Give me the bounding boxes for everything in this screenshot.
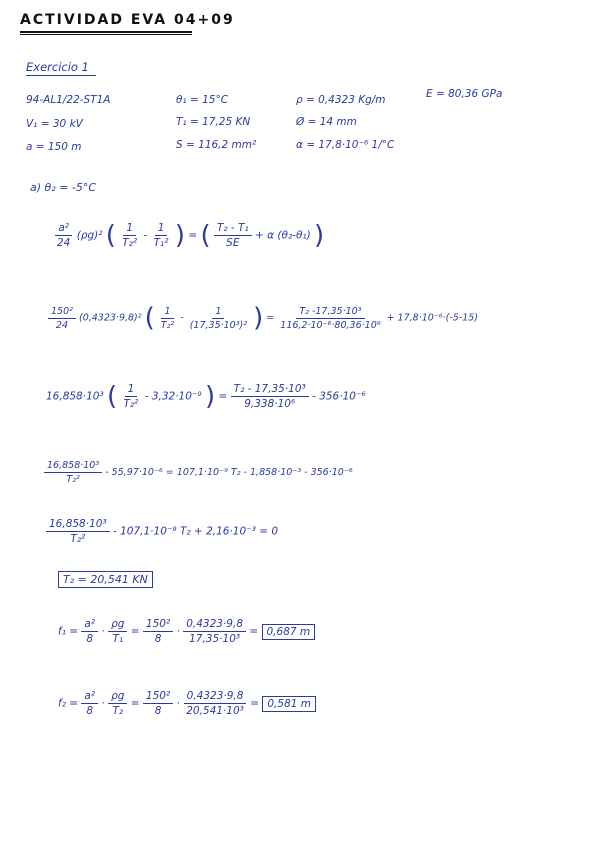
eq7-a-fraction [81,690,98,717]
eq3-rhs-den: 9,338·10⁶ [244,398,296,410]
eq5-fraction [46,518,110,545]
eq6-v-fraction [143,618,173,645]
eq4-den: T₂² [66,474,80,485]
open-paren: ( [144,303,155,333]
eq7-p-fraction [108,690,127,717]
eq7-v-den: 8 [154,705,162,717]
multiply-sign: · [101,697,105,710]
equals-sign: = [249,625,259,638]
open-paren: ( [200,220,211,251]
span-value: a = 150 m [26,141,82,153]
equation-6 [58,618,315,645]
close-paren: ) [205,381,216,412]
open-paren: ( [107,381,118,412]
eq5-den: T₂² [70,533,86,545]
eq4-rest: - 55,97·10⁻⁶ = 107,1·10⁻⁹ T₂ - 1,858·10⁻³ - 356·10⁻⁶ [105,467,353,478]
eq1-rhs-fraction [214,222,252,249]
title-underline-second [20,34,192,35]
eq1-rhs-tail: + α (θ₂-θ₁) [255,229,311,242]
alpha-value: α = 17,8·10⁻⁶ 1/°C [296,139,395,151]
eq1-t2-num: 1 [123,222,136,236]
t1-value: T₁ = 17,25 KN [176,116,251,128]
eq2-lhs-mid: (0,4323·9,8)² [78,312,142,324]
equation-7 [58,690,316,717]
eq2-rhs-fraction [277,306,383,331]
equals-sign: = [130,697,140,710]
rho-value: ρ = 0,4323 Kg/m [296,94,386,106]
eq6-w-fraction [183,618,246,645]
eq6-a-den: 8 [86,633,94,645]
eq6-v-num: 150² [143,618,173,632]
eq3-rhs-num: T₂ - 17,35·10³ [231,383,309,397]
diameter-value: Ø = 14 mm [296,116,357,128]
exercise-title-underline [26,75,96,76]
equals-sign: = [250,697,260,710]
result-f2: 0,581 m [262,696,316,712]
eq3-inner-tail: - 3,32·10⁻⁹ [144,390,202,403]
eq2-rhs-num: T₂ -17,35·10³ [296,306,364,319]
eq7-w-num: 0,4323·9,8 [184,690,247,704]
theta1-value: θ₁ = 15°C [176,94,229,106]
minus-sign: - [143,229,148,242]
eq2-t2-num: 1 [161,306,173,319]
eq7-p-num: ρg [108,690,127,704]
eq5-rest: - 107,1·10⁻⁹ T₂ + 2,16·10⁻³ = 0 [113,525,279,538]
eq1-t1-fraction [151,222,172,249]
eq1-t1-den: T₁² [153,237,169,249]
result-t2-box [58,573,153,586]
eq2-rhs-den: 116,2·10⁻⁶·80,36·10⁹ [280,319,381,331]
multiply-sign: · [176,625,180,638]
eq2-rhs-tail: + 17,8·10⁻⁶·(-5-15) [386,312,479,324]
equation-1 [54,222,324,249]
eq7-a-den: 8 [86,705,94,717]
eq5-num: 16,858·10³ [46,518,110,532]
eq7-p-den: T₂ [112,705,124,717]
eq1-lhs-num: a² [55,222,72,236]
eq3-coef: 16,858·10³ [46,390,104,403]
eq2-t1-den: (17,35·10³)² [189,319,248,331]
eq2-lhs-den: 24 [55,319,69,331]
eq6-p-den: T₁ [112,633,124,645]
close-paren: ) [314,220,325,251]
page-title: ACTIVIDAD EVA 04+09 [20,12,235,28]
open-paren: ( [105,220,116,251]
eq1-t2-fraction [119,222,140,249]
eq1-rhs-den: SE [226,237,240,249]
eq6-a-fraction [81,618,98,645]
part-a-label: a) θ₂ = -5°C [30,181,97,194]
eq2-lhs-num: 150² [48,306,76,319]
equals-sign: = [188,229,198,242]
minus-sign: - [180,312,184,324]
equals-sign: = [266,312,275,324]
eq7-a-num: a² [81,690,98,704]
eq7-w-fraction [183,690,247,717]
eq6-v-den: 8 [154,633,162,645]
multiply-sign: · [176,697,180,710]
equation-4 [44,460,353,485]
multiply-sign: · [101,625,105,638]
equals-sign: = [130,625,140,638]
exercise-title: Exercicio 1 [26,60,89,74]
eq3-inner-fraction [121,383,142,410]
close-paren: ) [174,220,185,251]
eq6-p-fraction [108,618,127,645]
voltage-value: V₁ = 30 kV [26,118,83,130]
eq3-rhs-fraction [231,383,309,410]
eq7-v-fraction [143,690,173,717]
result-t2: T₂ = 20,541 KN [58,571,153,588]
eq1-lhs-fraction [54,222,73,249]
eq6-a-num: a² [81,618,98,632]
conductor-type: 94-AL1/22-ST1A [26,94,111,106]
close-paren: ) [253,303,264,333]
eq3-inner-den: T₂² [123,398,139,410]
eq1-t1-num: 1 [155,222,168,236]
eq1-lhs-den: 24 [57,237,71,249]
eq6-p-num: ρg [108,618,127,632]
eq2-lhs-fraction [48,306,76,331]
equation-3 [46,383,366,410]
result-f1: 0,687 m [262,624,316,640]
eq2-t2-den: T₂² [160,319,175,331]
title-underline [20,31,192,33]
equation-2 [48,305,478,331]
eq7-lhs: f₂ = [58,697,79,710]
eq6-lhs: f₁ = [58,625,79,638]
eq1-lhs-mid: (ρg)² [76,229,103,242]
eq7-w-den: 20,541·10³ [186,705,244,717]
section-value: S = 116,2 mm² [176,139,257,151]
elastic-modulus-value: E = 80,36 GPa [426,88,503,100]
eq1-t2-den: T₂² [122,237,138,249]
eq6-w-num: 0,4323·9,8 [183,618,246,632]
eq7-v-num: 150² [143,690,173,704]
eq3-inner-num: 1 [125,383,138,397]
eq4-num: 16,858·10³ [44,460,102,473]
eq4-fraction [44,460,102,485]
equals-sign: = [218,390,228,403]
eq3-rhs-tail: - 356·10⁻⁶ [312,390,366,403]
eq1-rhs-num: T₂ - T₁ [214,222,252,236]
eq6-w-den: 17,35·10³ [189,633,241,645]
eq2-t1-fraction [187,306,250,331]
equation-5 [46,518,278,545]
eq2-t1-num: 1 [212,306,224,319]
eq2-t2-fraction [158,306,177,331]
